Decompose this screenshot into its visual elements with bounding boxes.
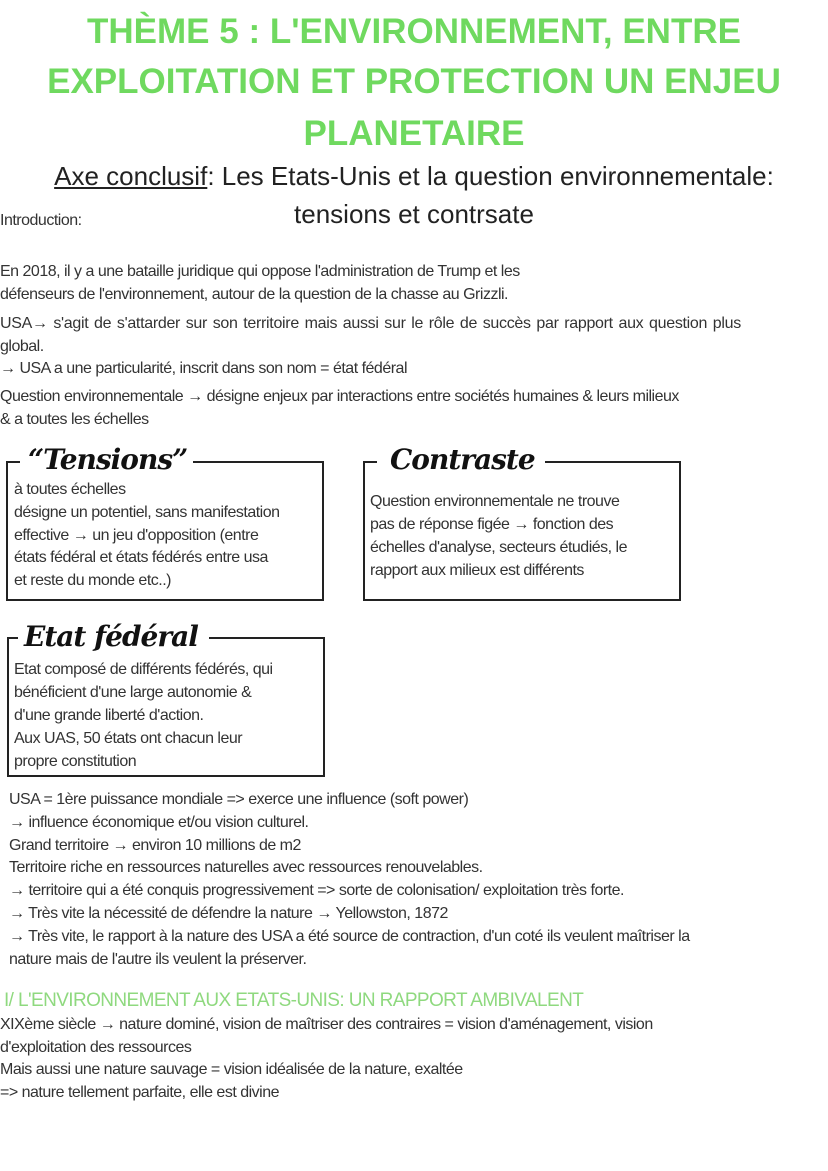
box-line: Etat composé de différents fédérés, qui	[14, 661, 273, 678]
contraste-heading: Contraste	[384, 443, 541, 476]
section-line: => nature tellement parfaite, elle est divine	[0, 1084, 280, 1101]
section-line: XIXème siècle → nature dominé, vision de maîtriser des contraires = vision d'aménagement, vision	[0, 1016, 653, 1033]
intro-line: défenseurs de l'environnement, autour de la question de la chasse au Grizzli.	[0, 286, 508, 303]
section-line: Mais aussi une nature sauvage = vision idéalisée de la nature, exaltée	[0, 1061, 463, 1078]
body-line: → influence économique et/ou vision culturel.	[9, 814, 309, 831]
page-title-line-1: THÈME 5 : L'ENVIRONNEMENT, ENTRE	[87, 12, 741, 51]
box-line: rapport aux milieux est différents	[370, 562, 584, 579]
intro-line: & a toutes les échelles	[0, 411, 149, 428]
intro-line: global.	[0, 338, 44, 355]
box-line: désigne un potentiel, sans manifestation	[14, 504, 280, 521]
etat-federal-heading: Etat fédéral	[18, 620, 204, 653]
page-title-line-3: PLANETAIRE	[303, 114, 525, 153]
intro-line: En 2018, il y a une bataille juridique qui oppose l'administration de Trump et les	[0, 263, 520, 280]
box-line: à toutes échelles	[14, 481, 126, 498]
intro-line: USA→ s'agit de s'attarder sur son territoire mais aussi sur le rôle de succès par rapport aux question plus	[0, 315, 741, 332]
box-line: d'une grande liberté d'action.	[14, 707, 204, 724]
section-line: d'exploitation des ressources	[0, 1039, 192, 1056]
body-line: → territoire qui a été conquis progressivement => sorte de colonisation/ exploitation très forte.	[9, 882, 624, 899]
subtitle-line-2: tensions et contrsate	[294, 199, 534, 229]
body-line: Territoire riche en ressources naturelles avec ressources renouvelables.	[9, 859, 483, 876]
intro-line: Introduction:	[0, 212, 82, 229]
body-line: USA = 1ère puissance mondiale => exerce une influence (soft power)	[9, 791, 469, 808]
box-line: Aux UAS, 50 états ont chacun leur	[14, 730, 243, 747]
intro-line: → USA a une particularité, inscrit dans son nom = état fédéral	[0, 360, 408, 377]
subtitle-label: Axe conclusif	[54, 161, 208, 191]
subtitle	[0, 158, 828, 194]
section-heading: I/ L'ENVIRONNEMENT AUX ETATS-UNIS: UN RAPPORT AMBIVALENT	[4, 990, 584, 1011]
body-line: → Très vite, le rapport à la nature des USA a été source de contraction, d'un coté ils veulent maîtriser la	[9, 928, 690, 945]
box-line: bénéficient d'une large autonomie &	[14, 684, 252, 701]
page-title-line-2: EXPLOITATION ET PROTECTION UN ENJEU	[47, 62, 781, 101]
box-line: états fédéral et états fédérés entre usa	[14, 549, 268, 566]
body-line: nature mais de l'autre ils veulent la préserver.	[9, 951, 307, 968]
body-line: → Très vite la nécessité de défendre la nature → Yellowston, 1872	[9, 905, 448, 922]
box-line: et reste du monde etc..)	[14, 572, 171, 589]
body-line: Grand territoire → environ 10 millions de m2	[9, 837, 301, 854]
tensions-heading: “Tensions”	[22, 443, 193, 476]
intro-line: Question environnementale → désigne enjeux par interactions entre sociétés humaines & leurs milieux	[0, 388, 679, 405]
box-line: propre constitution	[14, 753, 137, 770]
subtitle-rest: : Les Etats-Unis et la question environnementale:	[207, 161, 774, 191]
box-line: pas de réponse figée → fonction des	[370, 516, 614, 533]
box-line: effective → un jeu d'opposition (entre	[14, 527, 259, 544]
box-line: échelles d'analyse, secteurs étudiés, le	[370, 539, 627, 556]
box-line: Question environnementale ne trouve	[370, 493, 620, 510]
